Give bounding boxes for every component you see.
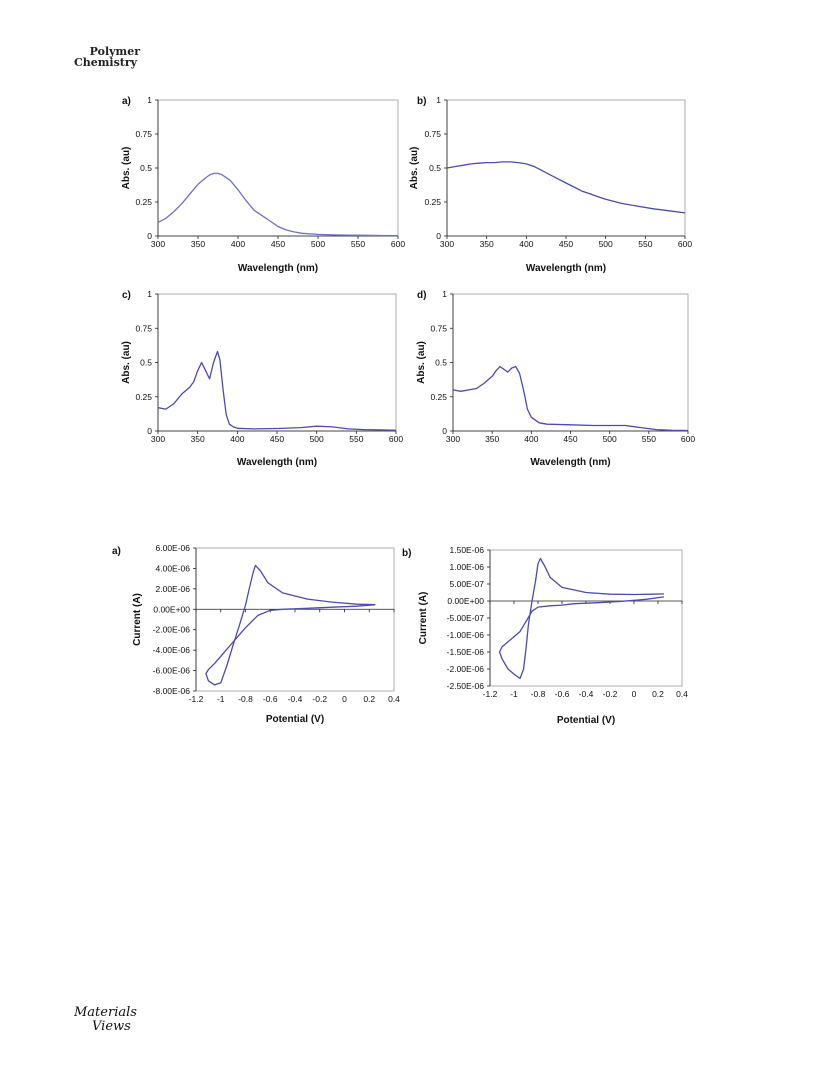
cv-chart-a <box>110 536 410 736</box>
y-tick-label: 0.75 <box>135 323 152 334</box>
x-axis-label: Wavelength (nm) <box>530 457 611 468</box>
x-tick-label: -0.6 <box>554 689 570 699</box>
y-tick-label: 0.5 <box>429 163 441 173</box>
uv-chart-a <box>110 88 410 278</box>
x-axis-label: Wavelength (nm) <box>237 263 319 274</box>
x-axis-label: Potential (V) <box>556 715 616 726</box>
x-tick-label: 0.2 <box>363 694 376 704</box>
y-tick-label: 0.25 <box>135 197 152 207</box>
y-tick-label: -8.00E-06 <box>152 686 190 696</box>
data-series-line <box>158 352 396 431</box>
x-axis-label: Potential (V) <box>265 714 325 725</box>
y-tick-label: -1.00E-06 <box>446 630 484 640</box>
x-tick-label: -0.4 <box>287 694 303 704</box>
x-tick-label: 450 <box>558 239 574 249</box>
x-tick-label: -1.2 <box>188 694 204 704</box>
x-tick-label: 400 <box>524 434 539 444</box>
plot-frame <box>447 100 685 236</box>
x-tick-label: 300 <box>445 434 461 444</box>
logo-line1: Materials <box>74 1005 137 1020</box>
x-tick-label: -0.2 <box>602 689 618 699</box>
y-tick-label: -4.00E-06 <box>152 645 190 656</box>
x-axis-label: Wavelength (nm) <box>525 263 607 274</box>
y-axis-label: Current (A) <box>418 591 429 645</box>
y-tick-label: 1 <box>442 289 447 299</box>
y-tick-label: 0.00E+00 <box>447 596 484 606</box>
y-tick-label: 1 <box>147 95 152 105</box>
x-tick-label: 300 <box>150 434 166 444</box>
x-tick-label: 600 <box>390 239 406 249</box>
x-tick-label: 550 <box>638 239 653 249</box>
y-tick-label: -1.50E-06 <box>446 647 484 657</box>
x-tick-label: -1 <box>510 689 518 699</box>
y-tick-label: 0.25 <box>424 197 441 207</box>
x-tick-label: 350 <box>190 434 205 444</box>
x-tick-label: 450 <box>563 434 578 444</box>
data-series-line <box>206 565 376 685</box>
x-tick-label: 550 <box>350 239 366 249</box>
x-tick-label: 400 <box>519 239 534 249</box>
data-series-line <box>500 559 664 679</box>
y-tick-label: 1.00E-06 <box>449 562 484 572</box>
panel-label: a) <box>122 96 131 107</box>
y-tick-label: 0.5 <box>140 357 152 368</box>
x-tick-label: 600 <box>388 434 404 444</box>
x-tick-label: -0.8 <box>530 689 546 699</box>
y-tick-label: 0 <box>442 426 447 436</box>
y-tick-label: 0.25 <box>430 391 447 402</box>
y-tick-label: 1 <box>436 95 441 105</box>
y-axis-label: Abs. (au) <box>121 341 132 384</box>
y-axis-label: Abs. (au) <box>409 146 420 190</box>
panel-label: d) <box>417 290 427 301</box>
x-tick-label: 0.4 <box>676 689 688 699</box>
uv-chart-b <box>405 88 705 278</box>
x-tick-label: 450 <box>270 239 286 249</box>
data-series-line <box>453 367 688 431</box>
x-tick-label: 600 <box>677 239 693 249</box>
x-tick-label: 350 <box>485 434 500 444</box>
y-tick-label: 0 <box>147 231 152 241</box>
x-axis-label: Wavelength (nm) <box>236 457 318 468</box>
x-tick-label: 300 <box>150 239 166 249</box>
x-tick-label: 450 <box>269 434 285 444</box>
journal-name-line1: Polymer <box>89 45 140 58</box>
y-tick-label: -2.00E-06 <box>446 664 484 674</box>
x-tick-label: 500 <box>598 239 613 249</box>
y-tick-label: 0.75 <box>424 129 441 139</box>
panel-label: c) <box>122 290 131 301</box>
materials-views-logo <box>74 1000 144 1034</box>
panel-label: a) <box>112 546 121 557</box>
y-tick-label: 6.00E-06 <box>155 543 190 553</box>
journal-name-line2: Chemistry <box>74 56 138 69</box>
y-tick-label: 0.75 <box>430 323 447 334</box>
x-tick-label: -0.8 <box>238 694 253 704</box>
x-tick-label: 400 <box>230 239 246 249</box>
plot-frame <box>158 100 398 236</box>
y-tick-label: 0.5 <box>435 357 447 368</box>
x-tick-label: 0 <box>631 689 637 699</box>
data-series-line <box>158 173 398 235</box>
data-series-line <box>447 162 685 213</box>
x-tick-label: -0.2 <box>312 694 328 704</box>
x-tick-label: -1 <box>216 694 225 704</box>
logo-line2: Views <box>92 1019 131 1034</box>
y-tick-label: -2.50E-06 <box>446 681 484 691</box>
y-tick-label: 4.00E-06 <box>155 563 190 574</box>
panel-label: b) <box>417 96 427 107</box>
uv-chart-d <box>405 282 705 472</box>
x-tick-label: 0.4 <box>388 694 400 704</box>
y-tick-label: -5.00E-07 <box>446 613 484 623</box>
y-tick-label: -6.00E-06 <box>152 665 190 676</box>
journal-header <box>74 46 154 68</box>
y-tick-label: 0.00E+00 <box>153 604 190 615</box>
x-tick-label: 0.2 <box>652 689 664 699</box>
plot-frame <box>453 294 688 431</box>
x-tick-label: 600 <box>680 434 696 444</box>
x-tick-label: 0 <box>342 694 347 704</box>
y-tick-label: 1.50E-06 <box>449 545 484 555</box>
y-axis-label: Abs. (au) <box>416 341 427 384</box>
y-tick-label: 0 <box>147 426 152 436</box>
x-tick-label: 500 <box>602 434 617 444</box>
y-tick-label: 0.25 <box>135 391 152 402</box>
x-tick-label: 500 <box>310 239 326 249</box>
x-tick-label: -0.6 <box>262 694 278 704</box>
panel-label: b) <box>402 548 412 559</box>
cv-chart-b <box>400 540 700 740</box>
y-axis-label: Current (A) <box>132 593 143 646</box>
y-tick-label: -2.00E-06 <box>152 624 190 635</box>
x-tick-label: 350 <box>190 239 206 249</box>
y-tick-label: 1 <box>147 289 152 299</box>
y-tick-label: 0.75 <box>135 129 152 139</box>
x-tick-label: -0.4 <box>578 689 594 699</box>
x-tick-label: 550 <box>641 434 656 444</box>
y-tick-label: 0 <box>436 231 441 241</box>
x-tick-label: 350 <box>479 239 494 249</box>
x-tick-label: -1.2 <box>482 689 498 699</box>
x-tick-label: 550 <box>349 434 364 444</box>
y-tick-label: 0.5 <box>140 163 152 173</box>
uv-chart-c <box>110 282 410 472</box>
plot-frame <box>158 294 396 431</box>
y-tick-label: 2.00E-06 <box>155 583 190 594</box>
x-tick-label: 400 <box>230 434 245 444</box>
y-axis-label: Abs. (au) <box>121 146 132 190</box>
x-tick-label: 500 <box>309 434 324 444</box>
x-tick-label: 300 <box>439 239 455 249</box>
y-tick-label: 5.00E-07 <box>449 579 484 589</box>
plot-frame <box>490 550 682 686</box>
